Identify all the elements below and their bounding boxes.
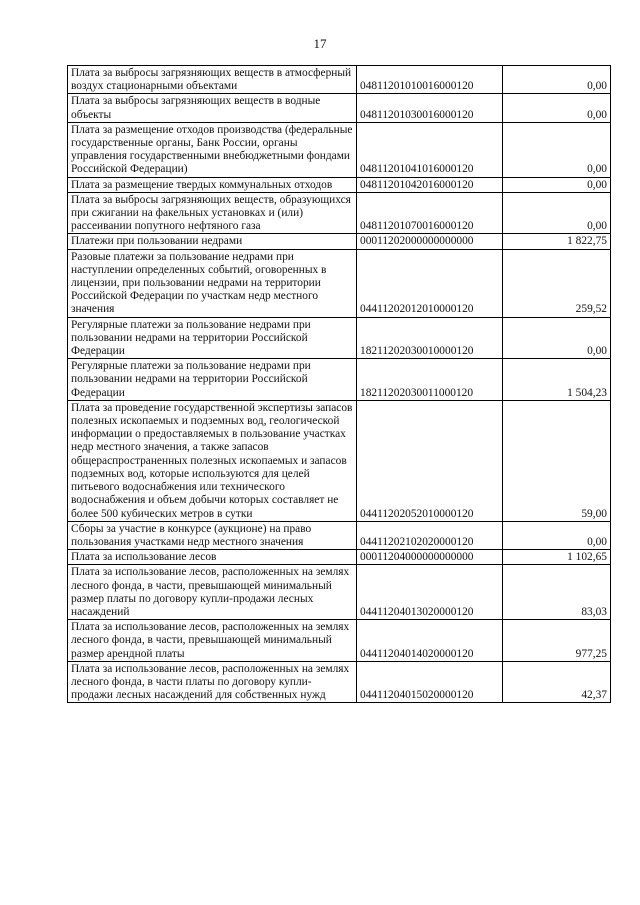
table-row	[68, 249, 611, 317]
table-row	[68, 565, 611, 620]
row-description: Плата за размещение отходов производства (федеральные государственные органы, Банк России, органы управления государственными внебюджетными фондами Российской Федерации)	[68, 122, 357, 177]
row-description: Платежи при пользовании недрами	[68, 234, 357, 249]
row-code: 04411202102020000120	[357, 521, 503, 549]
row-description: Плата за проведение государственной экспертизы запасов полезных ископаемых и подземных вод, геологической информации о предоставляемых в пользование участках недр местного значения, а также запасов общераспространенных полезных ископаемых и запасов подземных вод, которые используются для целей питьевого водоснабжения или технического водоснабжения и объем добычи которых составляет не более 500 кубических метров в сутки	[68, 400, 357, 521]
row-amount: 42,37	[503, 661, 611, 703]
row-code: 04411202012010000120	[357, 249, 503, 317]
row-code: 04811201010016000120	[357, 66, 503, 94]
row-description: Плата за использование лесов	[68, 550, 357, 565]
row-amount: 0,00	[503, 317, 611, 359]
row-amount: 0,00	[503, 122, 611, 177]
row-code: 18211202030011000120	[357, 359, 503, 401]
row-description: Плата за использование лесов, расположенных на землях лесного фонда, в части, превышающей минимальный размер платы по договору купли-продажи лесных насаждений	[68, 565, 357, 620]
row-amount: 0,00	[503, 177, 611, 192]
row-amount: 0,00	[503, 192, 611, 234]
table-row	[68, 550, 611, 565]
table-row	[68, 66, 611, 94]
table-row	[68, 620, 611, 662]
row-amount: 0,00	[503, 66, 611, 94]
row-description: Плата за выбросы загрязняющих веществ в водные объекты	[68, 94, 357, 122]
row-amount: 83,03	[503, 565, 611, 620]
row-description: Регулярные платежи за пользование недрами при пользовании недрами на территории Российской Федерации	[68, 359, 357, 401]
row-description: Плата за размещение твердых коммунальных отходов	[68, 177, 357, 192]
row-description: Регулярные платежи за пользование недрами при пользовании недрами на территории Российской Федерации	[68, 317, 357, 359]
row-description: Разовые платежи за пользование недрами при наступлении определенных событий, оговоренных в лицензии, при пользовании недрами на территории Российской Федерации по участкам недр местного значения	[68, 249, 357, 317]
row-amount: 59,00	[503, 400, 611, 521]
page-number: 17	[313, 36, 327, 51]
table-row	[68, 359, 611, 401]
table-row	[68, 122, 611, 177]
row-amount: 1 102,65	[503, 550, 611, 565]
row-code: 04411204013020000120	[357, 565, 503, 620]
table-row	[68, 521, 611, 549]
row-amount: 1 822,75	[503, 234, 611, 249]
row-description: Плата за выбросы загрязняющих веществ, образующихся при сжигании на факельных установках и (или) рассеивании попутного нефтяного газа	[68, 192, 357, 234]
table-row	[68, 177, 611, 192]
table-row	[68, 317, 611, 359]
row-amount: 977,25	[503, 620, 611, 662]
row-amount: 1 504,23	[503, 359, 611, 401]
table-row	[68, 192, 611, 234]
row-code: 04411202052010000120	[357, 400, 503, 521]
table-row	[68, 661, 611, 703]
row-description: Плата за использование лесов, расположенных на землях лесного фонда, в части платы по договору купли-продажи лесных насаждений для собственных нужд	[68, 661, 357, 703]
row-code: 04811201070016000120	[357, 192, 503, 234]
table-row	[68, 94, 611, 122]
row-description: Плата за использование лесов, расположенных на землях лесного фонда, в части, превышающей минимальный размер арендной платы	[68, 620, 357, 662]
row-code: 04411204015020000120	[357, 661, 503, 703]
row-code: 04411204014020000120	[357, 620, 503, 662]
row-description: Сборы за участие в конкурсе (аукционе) на право пользования участками недр местного значения	[68, 521, 357, 549]
row-code: 04811201030016000120	[357, 94, 503, 122]
row-code: 04811201042016000120	[357, 177, 503, 192]
table-row	[68, 400, 611, 521]
row-code: 18211202030010000120	[357, 317, 503, 359]
row-description: Плата за выбросы загрязняющих веществ в атмосферный воздух стационарными объектами	[68, 66, 357, 94]
row-code: 00011202000000000000	[357, 234, 503, 249]
table-row	[68, 234, 611, 249]
row-code: 04811201041016000120	[357, 122, 503, 177]
row-amount: 0,00	[503, 94, 611, 122]
row-amount: 0,00	[503, 521, 611, 549]
revenue-table	[67, 65, 611, 703]
row-amount: 259,52	[503, 249, 611, 317]
row-code: 00011204000000000000	[357, 550, 503, 565]
